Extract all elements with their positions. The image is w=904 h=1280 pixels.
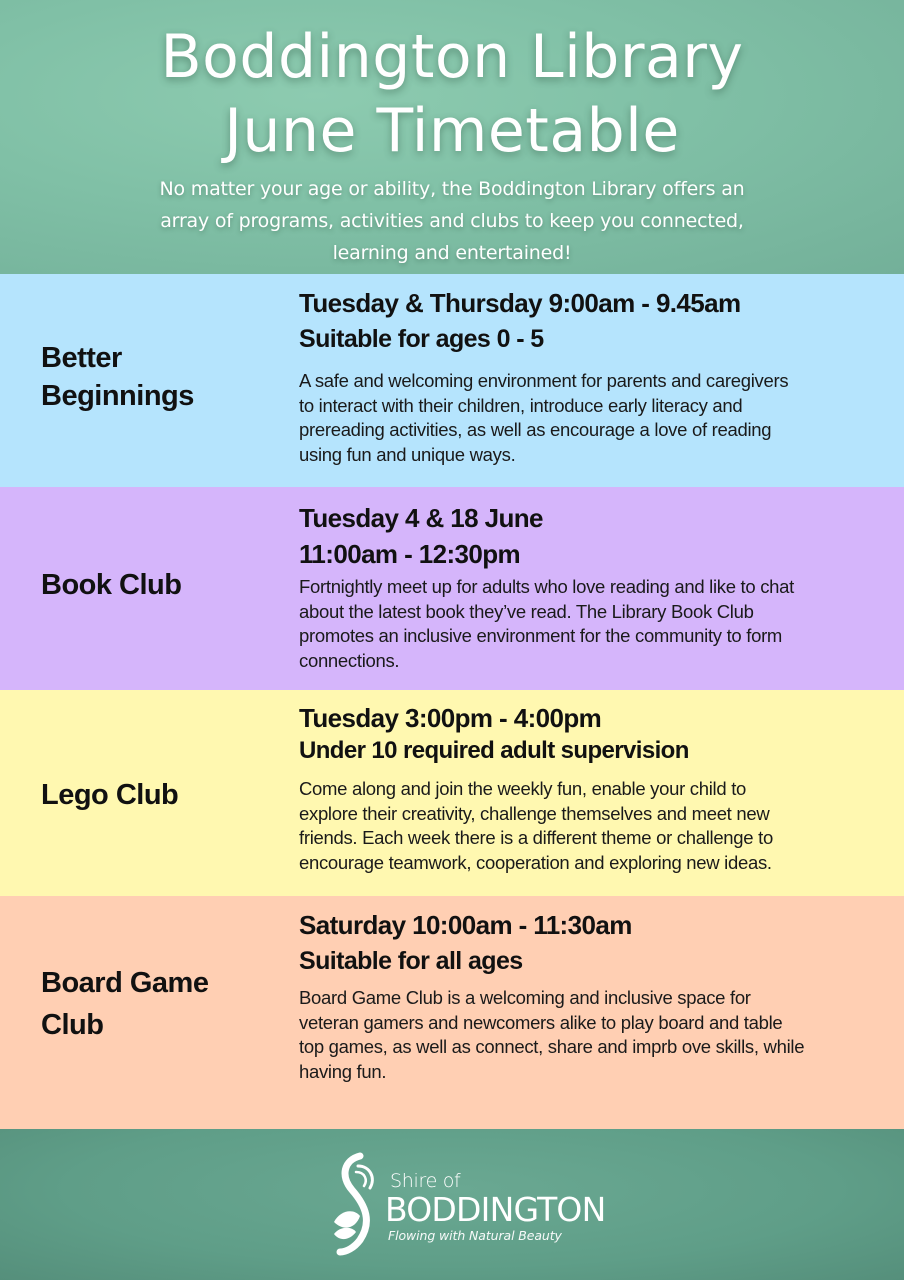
description-line: to interact with their children, introduce early literacy and	[299, 394, 743, 416]
description-line: Fortnightly meet up for adults who love reading and like to chat	[299, 576, 794, 597]
schedule-audience: Suitable for ages 0 - 5	[299, 325, 544, 353]
description-line: encourage teamwork, cooperation and exploring new ideas.	[299, 851, 772, 873]
program-better-beginnings	[0, 274, 904, 487]
program-schedule	[299, 700, 899, 766]
description-line: A safe and welcoming environment for parents and caregivers	[299, 370, 789, 391]
page-title-line-1: Boddington Library	[160, 22, 744, 92]
program-schedule	[299, 907, 899, 979]
program-name-line: Beginnings	[41, 380, 194, 412]
schedule-time: Tuesday 3:00pm - 4:00pm	[299, 703, 602, 733]
schedule-date: Tuesday 4 & 18 June	[299, 503, 543, 533]
description-line: friends. Each week there is a different theme or challenge to	[299, 827, 773, 848]
program-name-line: Better	[41, 342, 122, 374]
logo-shire-text: Shire of	[390, 1170, 461, 1192]
program-name	[41, 339, 281, 415]
logo-brand-text: BODDINGTON	[385, 1190, 606, 1229]
description-line: connections.	[299, 649, 400, 671]
program-lego-club	[0, 690, 904, 896]
program-description	[299, 986, 899, 1084]
program-description	[299, 575, 899, 673]
program-name-line: Book Club	[41, 569, 182, 601]
description-line: promotes an inclusive environment for the community to form	[299, 625, 783, 646]
program-name-line: Club	[41, 1009, 104, 1041]
schedule-time: Tuesday & Thursday 9:00am - 9.45am	[299, 288, 741, 318]
schedule-audience: Under 10 required adult supervision	[299, 737, 689, 764]
program-book-club	[0, 487, 904, 690]
header-banner	[0, 0, 904, 274]
intro-text	[110, 173, 794, 269]
description-line: prereading activities, as well as encourage a love of reading	[299, 419, 772, 440]
shire-of-boddington-logo	[330, 1152, 610, 1256]
description-line: about the latest book they’ve read. The Library Book Club	[299, 600, 754, 622]
program-name	[41, 962, 281, 1046]
intro-line: learning and entertained!	[332, 242, 572, 264]
intro-line: No matter your age or ability, the Boddington Library offers an	[159, 178, 745, 200]
logo-tagline: Flowing with Natural Beauty	[388, 1228, 562, 1243]
swirl-leaf-emblem-icon	[330, 1152, 386, 1256]
program-name	[41, 566, 281, 604]
description-line: Come along and join the weekly fun, enable your child to	[299, 778, 747, 799]
description-line: explore their creativity, challenge themselves and meet new	[299, 802, 770, 824]
description-line: top games, as well as connect, share and imprb ove skills, while	[299, 1036, 805, 1057]
description-line: Board Game Club is a welcoming and inclusive space for	[299, 987, 751, 1008]
description-line: veteran gamers and newcomers alike to play board and table	[299, 1011, 783, 1033]
schedule-time: Saturday 10:00am - 11:30am	[299, 910, 632, 940]
program-schedule	[299, 500, 899, 572]
program-description	[299, 369, 899, 467]
schedule-audience: Suitable for all ages	[299, 947, 523, 975]
description-line: having fun.	[299, 1060, 387, 1082]
program-board-game-club	[0, 896, 904, 1129]
intro-line: array of programs, activities and clubs to keep you connected,	[160, 210, 744, 232]
program-name-line: Board Game	[41, 967, 209, 999]
program-schedule	[299, 285, 899, 357]
schedule-time: 11:00am - 12:30pm	[299, 539, 521, 569]
program-name	[41, 776, 281, 814]
page-title-line-2: June Timetable	[224, 96, 680, 166]
description-line: using fun and unique ways.	[299, 443, 516, 465]
program-name-line: Lego Club	[41, 779, 179, 811]
program-description	[299, 777, 899, 875]
